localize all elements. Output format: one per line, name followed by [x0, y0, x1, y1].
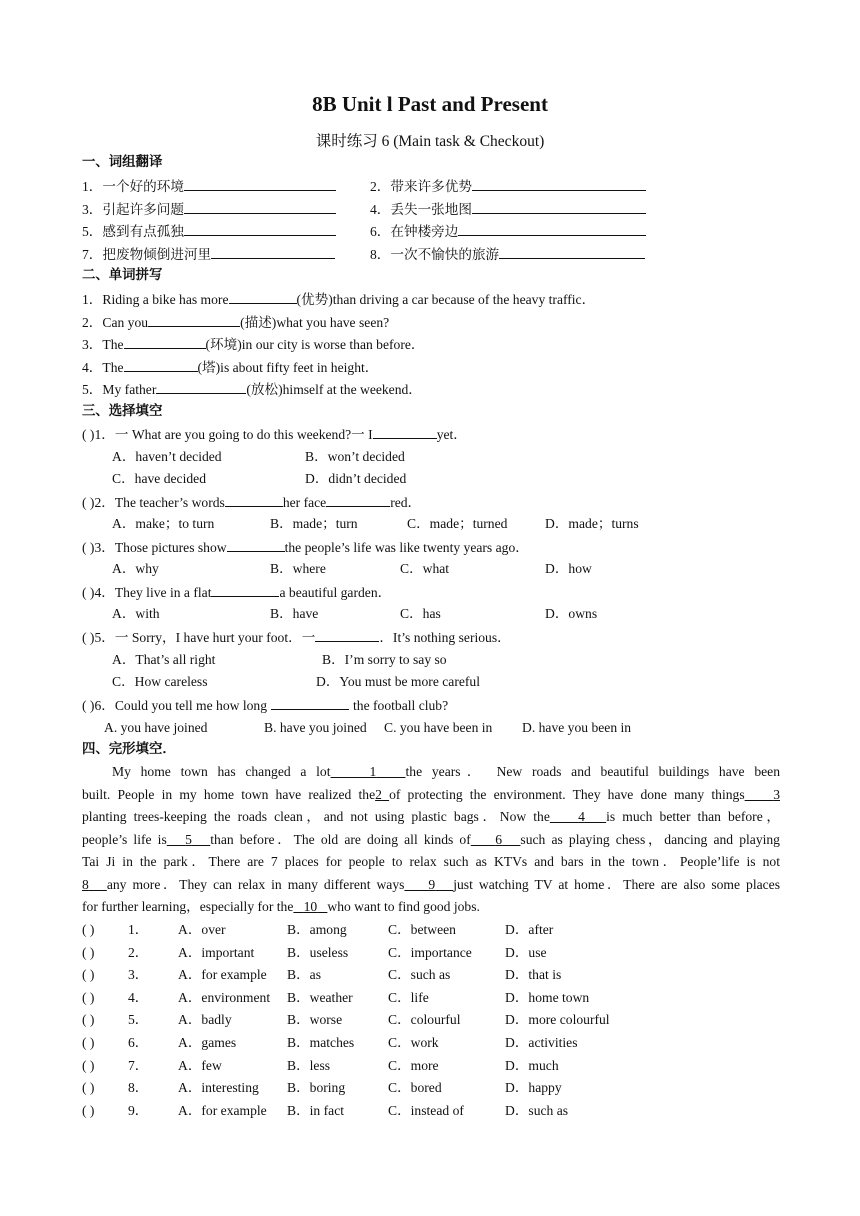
option-a[interactable]: A．for example [178, 967, 267, 983]
cloze-question-number: 4． [128, 989, 149, 1005]
cloze-question-number: 1． [128, 922, 149, 937]
option-b[interactable]: B．among [287, 922, 347, 937]
phrase-item-2 [370, 177, 646, 196]
answer-blank [315, 628, 379, 642]
section-heading-1: 一、词组翻译 [82, 155, 163, 170]
phrase-item-1 [82, 177, 336, 196]
question-tail: red． [390, 495, 422, 510]
option-c[interactable]: C．made；turned [407, 516, 508, 531]
option-a[interactable]: A．badly [178, 1012, 232, 1028]
option-a[interactable]: A．games [178, 1035, 237, 1050]
question-tail: the football club? [353, 698, 449, 713]
option-b[interactable]: B．worse [287, 1012, 343, 1028]
answer-blank [271, 696, 349, 710]
option-b[interactable]: B．less [287, 1057, 331, 1073]
option-b[interactable]: B．where [270, 561, 326, 576]
passage-text: such as playing chess，dancing and playing [520, 832, 780, 847]
option-d[interactable]: D．that is [505, 967, 562, 983]
gap-marker-8 [82, 877, 107, 892]
sentence-start: 4．The [82, 360, 124, 375]
question-stem: 5．一 Sorry，I have hurt your foot．一 [94, 630, 316, 645]
passage-text: the years． New roads and beautiful buildings have been [405, 764, 780, 779]
option-c[interactable]: C．life [388, 989, 429, 1005]
answer-bracket[interactable]: ( ) [82, 1035, 95, 1050]
cloze-question-number: 6． [128, 1035, 149, 1050]
option-c[interactable]: C．such as [388, 967, 451, 983]
option-b[interactable]: B．made；turn [270, 516, 358, 531]
passage-line-4 [82, 831, 780, 849]
gap-marker-5 [167, 832, 211, 847]
option-d[interactable]: D. have you been in [522, 720, 632, 735]
answer-bracket[interactable]: ( ) [82, 1012, 95, 1028]
section-heading-2: 二、单词拼写 [82, 268, 163, 283]
gap-number: 10 [303, 899, 318, 914]
phrase-item-7 [82, 245, 335, 264]
answer-blank [373, 425, 437, 439]
gap-marker-1 [331, 764, 406, 779]
answer-bracket[interactable]: ( ) [82, 967, 95, 983]
phrase-text: 带来许多优势 [390, 179, 472, 194]
option-a[interactable]: A．interesting [178, 1080, 259, 1096]
question-tail: yet． [436, 427, 467, 442]
phrase-text: 把废物倾倒进河里 [102, 247, 212, 262]
gap-marker-3 [745, 787, 780, 802]
passage-text: built. People in my home town have realized the [82, 787, 376, 802]
option-a[interactable]: A．why [112, 561, 159, 576]
item-number: 8． [370, 247, 391, 262]
passage-text: any more．They can relax in many different ways [106, 877, 405, 892]
option-a[interactable]: A．over [178, 922, 226, 937]
gap-marker-10 [293, 899, 327, 914]
option-a[interactable]: A．haven’t decided [112, 449, 222, 464]
cloze-question-number: 8． [128, 1080, 149, 1096]
question-stem: 3．Those pictures show [94, 540, 227, 555]
choice-question-1 [82, 425, 467, 444]
gap-number: 8 [82, 877, 89, 892]
phrase-text: 一次不愉快的旅游 [390, 247, 500, 262]
answer-bracket[interactable]: ( ) [82, 495, 95, 510]
passage-line-7 [82, 898, 780, 916]
phrase-text: 丢失一张地图 [390, 202, 472, 217]
answer-blank [211, 583, 279, 597]
passage-line-3 [82, 808, 780, 826]
phrase-item-5 [82, 222, 336, 241]
phrase-text: 感到有点孤独 [102, 224, 184, 239]
sentence-start: 2．Can you [82, 315, 149, 330]
option-b[interactable]: B．I’m sorry to say so [322, 652, 447, 667]
option-b[interactable]: B．in fact [287, 1102, 345, 1118]
gap-number: 4 [578, 809, 585, 824]
item-number: 4． [370, 202, 391, 217]
question-tail: ．It’s nothing serious． [379, 630, 511, 645]
passage-text: My home town has changed a lot [112, 764, 331, 779]
cloze-question-number: 2． [128, 944, 149, 960]
option-c[interactable]: C．what [400, 561, 450, 576]
gap-number: 6 [495, 832, 503, 847]
option-c[interactable]: C．has [400, 606, 441, 621]
answer-bracket[interactable]: ( ) [82, 698, 95, 713]
option-c[interactable]: C．bored [388, 1080, 442, 1096]
answer-blank[interactable] [499, 245, 645, 259]
item-number: 7． [82, 247, 103, 262]
option-d[interactable]: D．more colourful [505, 1012, 610, 1028]
option-a[interactable]: A．few [178, 1057, 222, 1073]
choice-question-3 [82, 538, 529, 557]
choice-question-5 [82, 628, 511, 647]
item-number: 5． [82, 224, 103, 239]
passage-text: than before．The old are doing all kinds of [210, 832, 471, 847]
item-number: 3． [82, 202, 103, 217]
answer-blank[interactable] [184, 200, 336, 214]
passage-line-5 [82, 853, 780, 871]
gap-marker-6 [471, 832, 521, 847]
answer-blank[interactable] [184, 222, 336, 236]
gap-number: 2 [375, 787, 382, 802]
option-d[interactable]: D．made；turns [545, 516, 639, 531]
option-c[interactable]: C．importance [388, 944, 472, 960]
option-b[interactable]: B．won’t decided [305, 449, 405, 464]
question-stem: 6．Could you tell me how long [94, 698, 268, 713]
answer-bracket[interactable]: ( ) [82, 1102, 95, 1118]
option-d[interactable]: D．after [505, 922, 554, 937]
phrase-item-8 [370, 245, 645, 264]
answer-blank[interactable] [124, 335, 206, 349]
cloze-question-number: 9． [128, 1102, 149, 1118]
option-d[interactable]: D．owns [545, 606, 598, 621]
answer-blank [227, 538, 285, 552]
answer-blank[interactable] [124, 358, 198, 372]
answer-bracket[interactable]: ( ) [82, 540, 95, 555]
answer-blank[interactable] [458, 222, 646, 236]
page-title: 8B Unit l Past and Present [312, 92, 548, 116]
phrase-item-4 [370, 200, 646, 219]
item-number: 2． [370, 179, 391, 194]
sentence-end: (描述)what you have seen? [240, 315, 390, 330]
spelling-item-3 [82, 335, 425, 354]
passage-text: of protecting the environment. They have done many things [389, 787, 745, 802]
sentence-start: 5．My father [82, 382, 157, 397]
option-c[interactable]: C．work [388, 1035, 439, 1050]
page-subtitle: 课时练习 6 (Main task & Checkout) [315, 133, 545, 150]
phrase-text: 一个好的环境 [102, 179, 184, 194]
option-a[interactable]: A．That’s all right [112, 652, 216, 667]
answer-blank[interactable] [156, 380, 246, 394]
gap-number: 5 [185, 832, 192, 847]
sentence-end: (塔)is about fifty feet in height． [197, 360, 379, 375]
option-b[interactable]: B．boring [287, 1080, 346, 1096]
sentence-start: 3．The [82, 337, 124, 352]
passage-line-6 [82, 876, 780, 894]
spelling-item-1 [82, 290, 595, 309]
item-number: 6． [370, 224, 391, 239]
passage-text: people’s life is [82, 832, 167, 847]
passage-line-1 [82, 763, 780, 781]
answer-bracket[interactable]: ( ) [82, 585, 95, 600]
option-a[interactable]: A．environment [178, 989, 271, 1005]
passage-text: planting trees-keeping the roads clean，and not using plastic bags．Now the [82, 809, 550, 824]
option-a[interactable]: A．make；to turn [112, 516, 215, 531]
choice-question-6 [82, 696, 448, 715]
cloze-question-number: 7． [128, 1057, 149, 1073]
answer-blank[interactable] [229, 290, 297, 304]
answer-blank [326, 493, 390, 507]
choice-question-4 [82, 583, 391, 602]
answer-blank [225, 493, 283, 507]
option-a[interactable]: A．with [112, 606, 160, 621]
option-c[interactable]: C．more [388, 1057, 439, 1073]
option-a[interactable]: A．important [178, 944, 255, 960]
answer-bracket[interactable]: ( ) [82, 989, 95, 1005]
option-d[interactable]: D．happy [505, 1080, 562, 1096]
passage-text: just watching TV at home．There are also some places [453, 877, 780, 892]
phrase-item-6 [370, 222, 646, 241]
passage-text: for further learning，especially for the [82, 899, 294, 914]
choice-question-2 [82, 493, 421, 512]
passage-line-2 [82, 786, 780, 804]
spelling-item-4 [82, 358, 378, 377]
option-b[interactable]: B．as [287, 967, 321, 983]
option-b[interactable]: B. have you joined [264, 720, 367, 735]
phrase-item-3 [82, 200, 336, 219]
option-c[interactable]: C. you have been in [384, 720, 493, 735]
gap-marker-9 [404, 877, 453, 892]
answer-bracket[interactable]: ( ) [82, 427, 95, 442]
phrase-text: 在钟楼旁边 [390, 224, 459, 239]
option-d[interactable]: D．such as [505, 1102, 569, 1118]
answer-bracket[interactable]: ( ) [82, 944, 95, 960]
answer-bracket[interactable]: ( ) [82, 1057, 95, 1073]
gap-number: 1 [369, 764, 377, 779]
option-d[interactable]: D．how [545, 561, 592, 576]
option-a[interactable]: A．for example [178, 1102, 267, 1118]
gap-marker-2 [375, 787, 389, 802]
option-c[interactable]: C．How careless [112, 674, 208, 689]
spelling-item-2 [82, 313, 389, 332]
gap-number: 3 [773, 787, 781, 802]
sentence-end: (放松)himself at the weekend． [246, 382, 422, 397]
answer-bracket[interactable]: ( ) [82, 922, 95, 937]
option-a[interactable]: A. you have joined [104, 720, 208, 735]
option-d[interactable]: D．use [505, 944, 547, 960]
gap-number: 9 [428, 877, 436, 892]
passage-text: is much better than before， [606, 809, 780, 824]
question-stem: 4．They live in a flat [94, 585, 212, 600]
question-stem: 2．The teacher’s words [94, 495, 225, 510]
section-heading-4: 四、完形填空． [82, 742, 176, 757]
cloze-question-number: 3． [128, 967, 149, 983]
option-c[interactable]: C．have decided [112, 471, 206, 486]
cloze-question-number: 5． [128, 1012, 149, 1028]
option-d[interactable]: D．didn’t decided [305, 471, 407, 486]
question-tail: a beautiful garden． [279, 585, 392, 600]
question-mid: her face [282, 495, 327, 510]
question-stem: 1．一 What are you going to do this weekend?一 I [94, 427, 373, 442]
answer-blank[interactable] [148, 313, 240, 327]
passage-text: Tai Ji in the park．There are 7 places for people to relax such as KTVs and bars in the town．People’life is not [82, 854, 780, 869]
option-b[interactable]: B．useless [287, 944, 349, 960]
sentence-start: 1．Riding a bike has more [82, 292, 229, 307]
phrase-text: 引起许多问题 [102, 202, 184, 217]
option-d[interactable]: D．You must be more careful [316, 674, 480, 689]
gap-marker-4 [550, 809, 606, 824]
answer-blank[interactable] [472, 177, 646, 191]
option-c[interactable]: C．between [388, 922, 456, 937]
answer-bracket[interactable]: ( ) [82, 1080, 95, 1096]
option-d[interactable]: D．home town [505, 989, 590, 1005]
option-b[interactable]: B．have [270, 606, 319, 621]
section-heading-3: 三、选择填空 [82, 404, 163, 419]
sentence-end: (优势)than driving a car because of the heavy traffic． [296, 292, 596, 307]
spelling-item-5 [82, 380, 422, 399]
answer-bracket[interactable]: ( ) [82, 630, 95, 645]
option-b[interactable]: B．weather [287, 989, 353, 1005]
option-b[interactable]: B．matches [287, 1035, 355, 1050]
answer-blank[interactable] [472, 200, 646, 214]
option-d[interactable]: D．activities [505, 1035, 578, 1050]
sentence-end: (环境)in our city is worse than before． [205, 337, 425, 352]
item-number: 1． [82, 179, 103, 194]
option-c[interactable]: C．instead of [388, 1102, 464, 1118]
question-tail: the people’s life was like twenty years ago． [284, 540, 529, 555]
option-c[interactable]: C．colourful [388, 1012, 461, 1028]
answer-blank[interactable] [211, 245, 335, 259]
passage-text: who want to find good jobs. [327, 899, 480, 914]
option-d[interactable]: D．much [505, 1057, 559, 1073]
answer-blank[interactable] [184, 177, 336, 191]
